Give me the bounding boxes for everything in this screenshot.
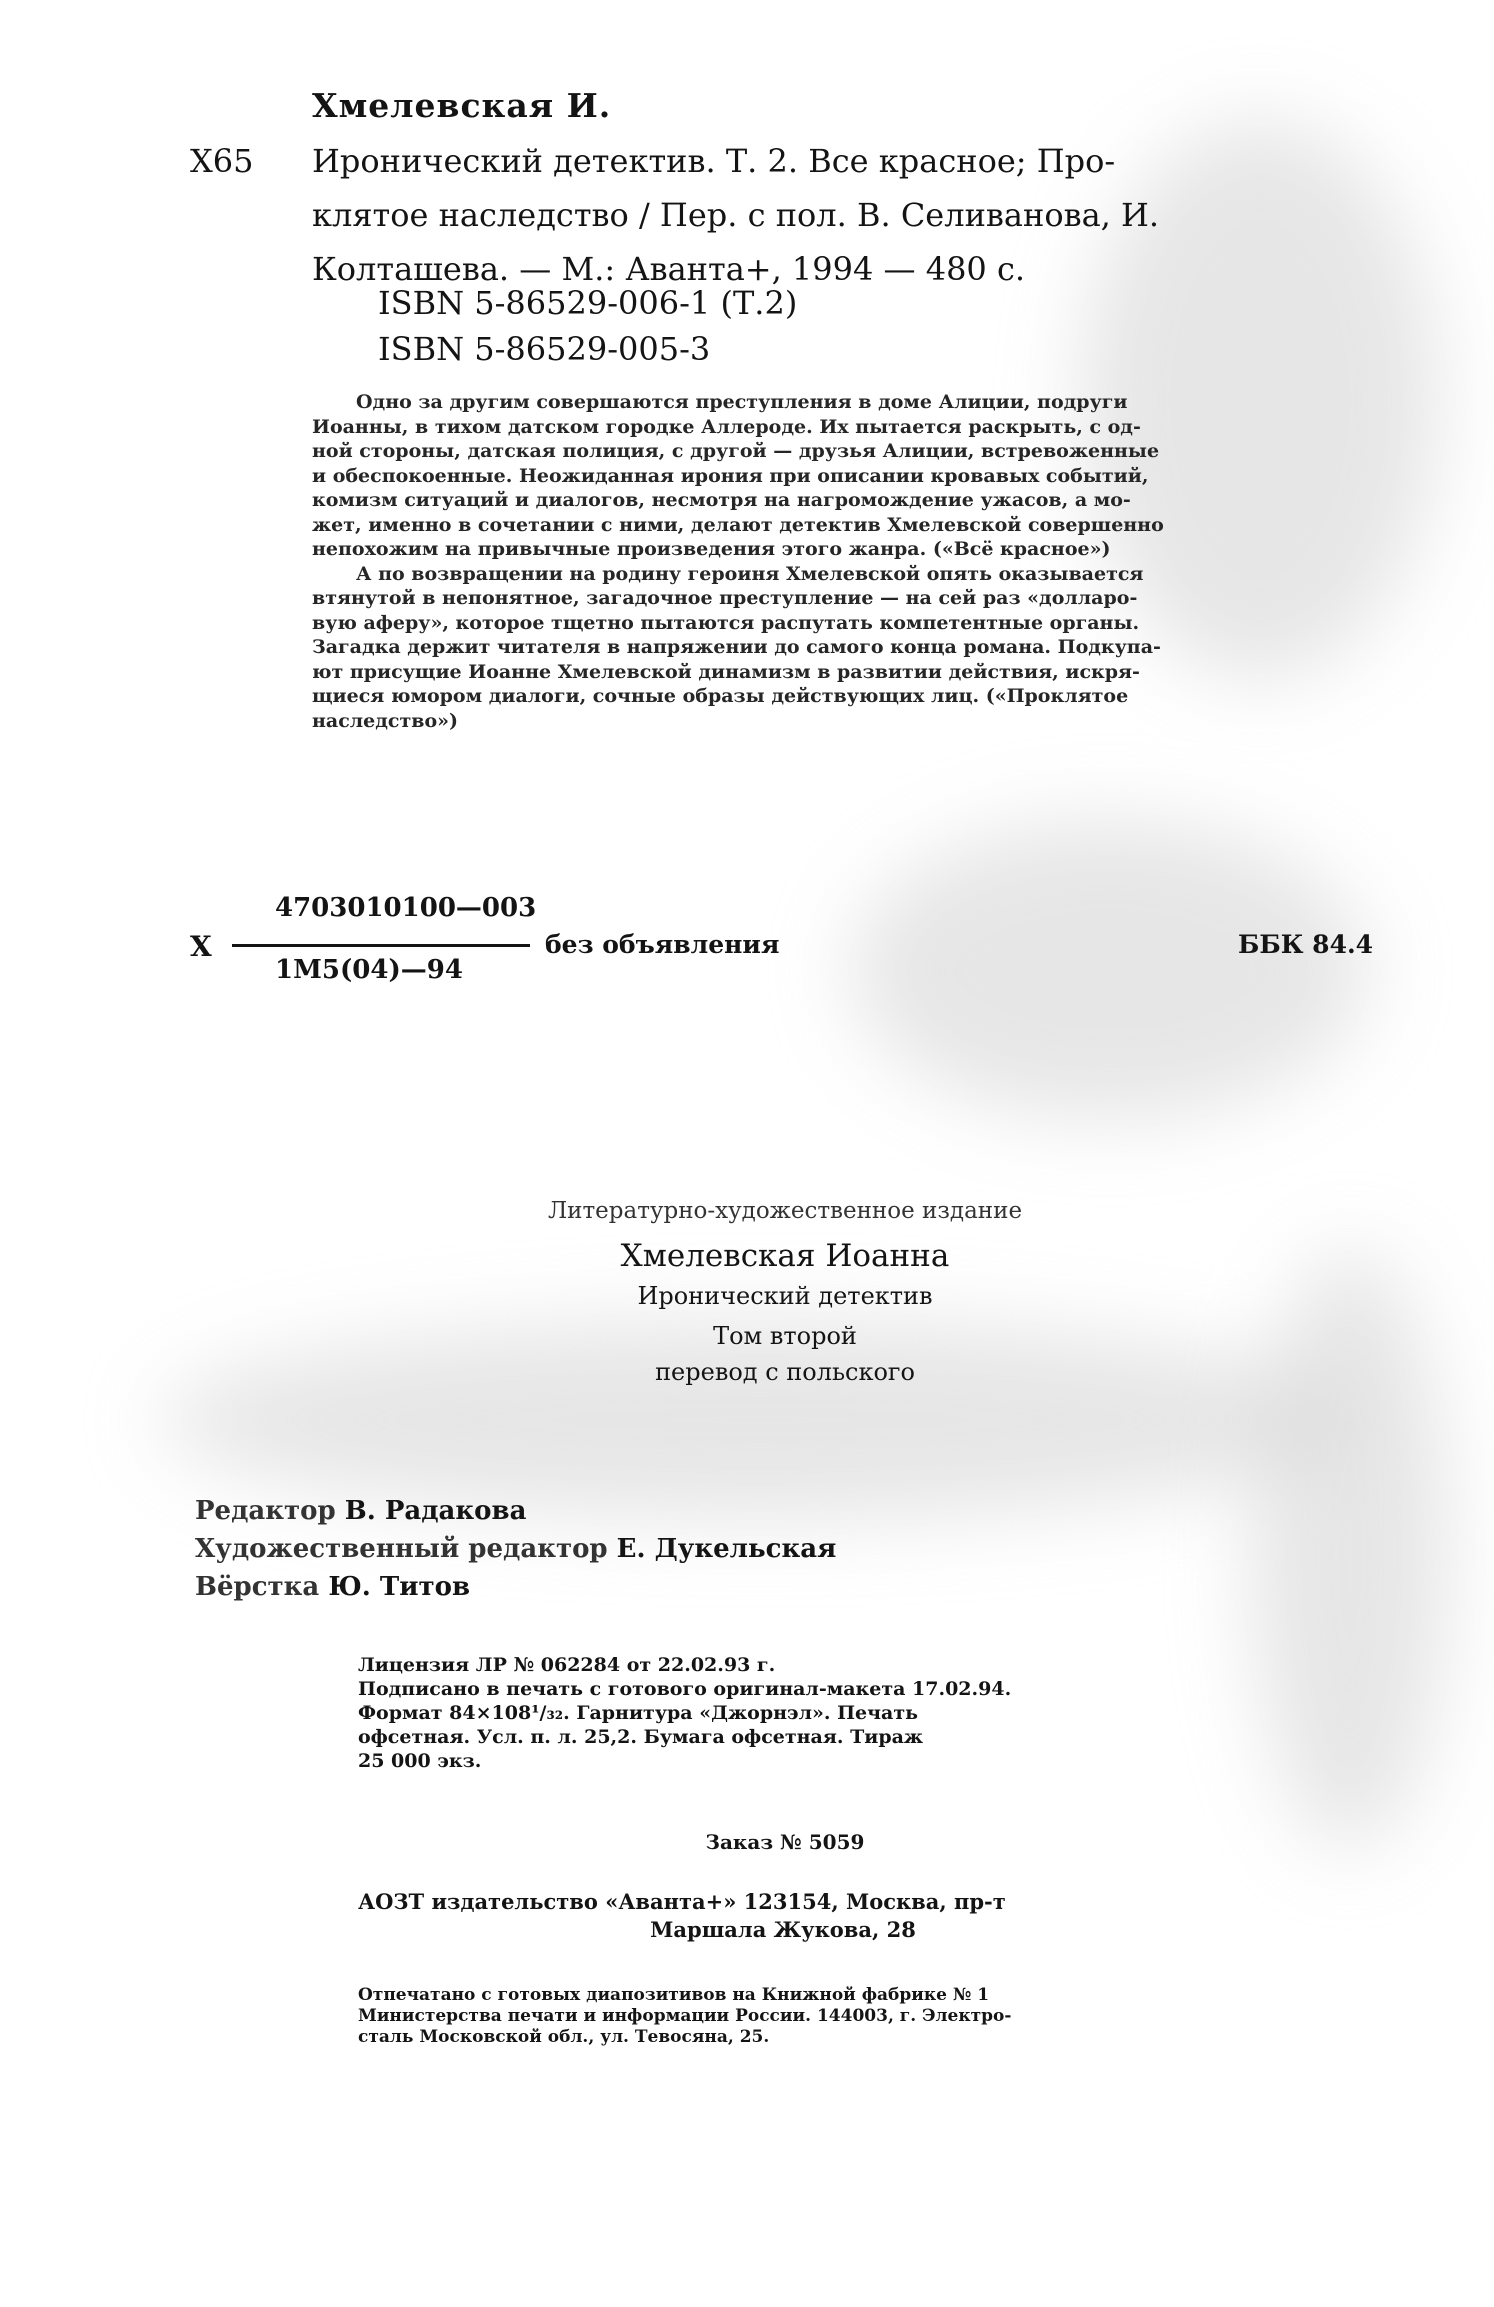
credit-role: Художественный редактор [195,1534,608,1564]
annotation-line: непохожим на привычные произведения этого жанра. («Всё красное») [312,538,1111,560]
publisher-line: АОЗТ издательство «Аванта+» 123154, Москва, пр-т [358,1889,1006,1914]
edition-type: Литературно-художественное издание [547,1198,1023,1224]
credit-role: Редактор [195,1496,336,1526]
edition-translation: перевод с польского [655,1358,915,1386]
annotation [312,390,1380,733]
annotation-line: А по возвращении на родину героиня Хмелевской опять оказывается [356,562,1144,585]
classification-numerator: 4703010100—003 [275,893,537,923]
fraction-bar [232,944,530,947]
classification-note: без объявления [545,930,780,959]
classification-denominator: 1М5(04)—94 [275,955,463,985]
credit-role: Вёрстка [195,1572,320,1602]
credit-name: В. Радакова [344,1496,527,1526]
bib-line: Иронический детектив. Т. 2. Все красное; Про- [312,142,1116,180]
scan-smudge [160,1320,1360,1520]
credit-name: Е. Дукельская [616,1534,837,1564]
annotation-line: Загадка держит читателя в напряжении до самого конца романа. Подкупа- [312,636,1161,658]
credit-name: Ю. Титов [328,1572,471,1602]
printer-line: Министерства печати и информации России. 144003, г. Электро- [358,2006,1012,2026]
imprint-line: офсетная. Усл. п. л. 25,2. Бумага офсетная. Тираж [358,1726,924,1748]
imprint-line: Подписано в печать с готового оригинал-макета 17.02.94. [358,1678,1012,1700]
annotation-paragraph [312,390,1380,562]
imprint-line: Формат 84×108¹/₃₂. Гарнитура «Джорнэл». Печать [358,1702,919,1724]
credit-editor [195,1496,526,1526]
annotation-line: и обеспокоенные. Неожиданная ирония при описании кровавых событий, [312,464,1149,487]
scan-smudge [850,820,1370,1120]
printer [358,1985,1208,2048]
annotation-line: щиеся юмором диалоги, сочные образы действующих лиц. («Проклятое [312,685,1129,707]
bibliographic-description [312,134,1380,296]
credit-layout [195,1572,470,1602]
bib-line: клятое наследство / Пер. с пол. В. Селиванова, И. [312,196,1160,234]
annotation-line: ют присущие Иоанне Хмелевской динамизм в развитии действия, искря- [312,660,1140,683]
annotation-line: Иоанны, в тихом датском городке Аллероде. Их пытается раскрыть, с од- [312,415,1141,438]
credit-art-editor [195,1534,836,1564]
bib-line: Колташева. — М.: Аванта+, 1994 — 480 с. [312,250,1026,288]
annotation-line: втянутой в непонятное, загадочное преступление — на сей раз «долларо- [312,587,1138,609]
bbk-code: ББК 84.4 [1238,930,1374,959]
imprint-line: Лицензия ЛР № 062284 от 22.02.93 г. [358,1654,776,1676]
publisher-line: Маршала Жукова, 28 [650,1917,916,1942]
annotation-line: ной стороны, датская полиция, с другой — друзья Алиции, встревоженные [312,440,1160,462]
printer-line: Отпечатано с готовых диапозитивов на Книжной фабрике № 1 [358,1985,990,2005]
isbn-volume: ISBN 5-86529-006-1 (Т.2) [378,284,798,322]
edition-author: Хмелевская Иоанна [620,1238,950,1274]
author-heading: Хмелевская И. [312,86,612,125]
imprint [358,1653,1208,1773]
annotation-line: Одно за другим совершаются преступления в доме Алиции, подруги [356,391,1128,413]
annotation-line: вую аферу», которое тщетно пытаются распутать компетентные органы. [312,611,1140,634]
call-code: Х65 [190,142,254,180]
publisher [358,1888,1208,1944]
annotation-line: наследство») [312,709,459,732]
printer-line: сталь Московской обл., ул. Тевосяна, 25. [358,2027,770,2047]
edition-series: Иронический детектив [637,1282,933,1310]
order-number: Заказ № 5059 [705,1830,865,1854]
edition-volume: Том второй [713,1322,857,1350]
annotation-line: комизм ситуаций и диалогов, несмотря на нагромождение ужасов, а мо- [312,489,1131,511]
classification-x: Х [190,930,212,963]
annotation-paragraph [312,562,1380,734]
annotation-line: жет, именно в сочетании с ними, делают детектив Хмелевской совершенно [312,513,1164,536]
isbn-set: ISBN 5-86529-005-3 [378,330,711,368]
imprint-line: 25 000 экз. [358,1750,482,1772]
